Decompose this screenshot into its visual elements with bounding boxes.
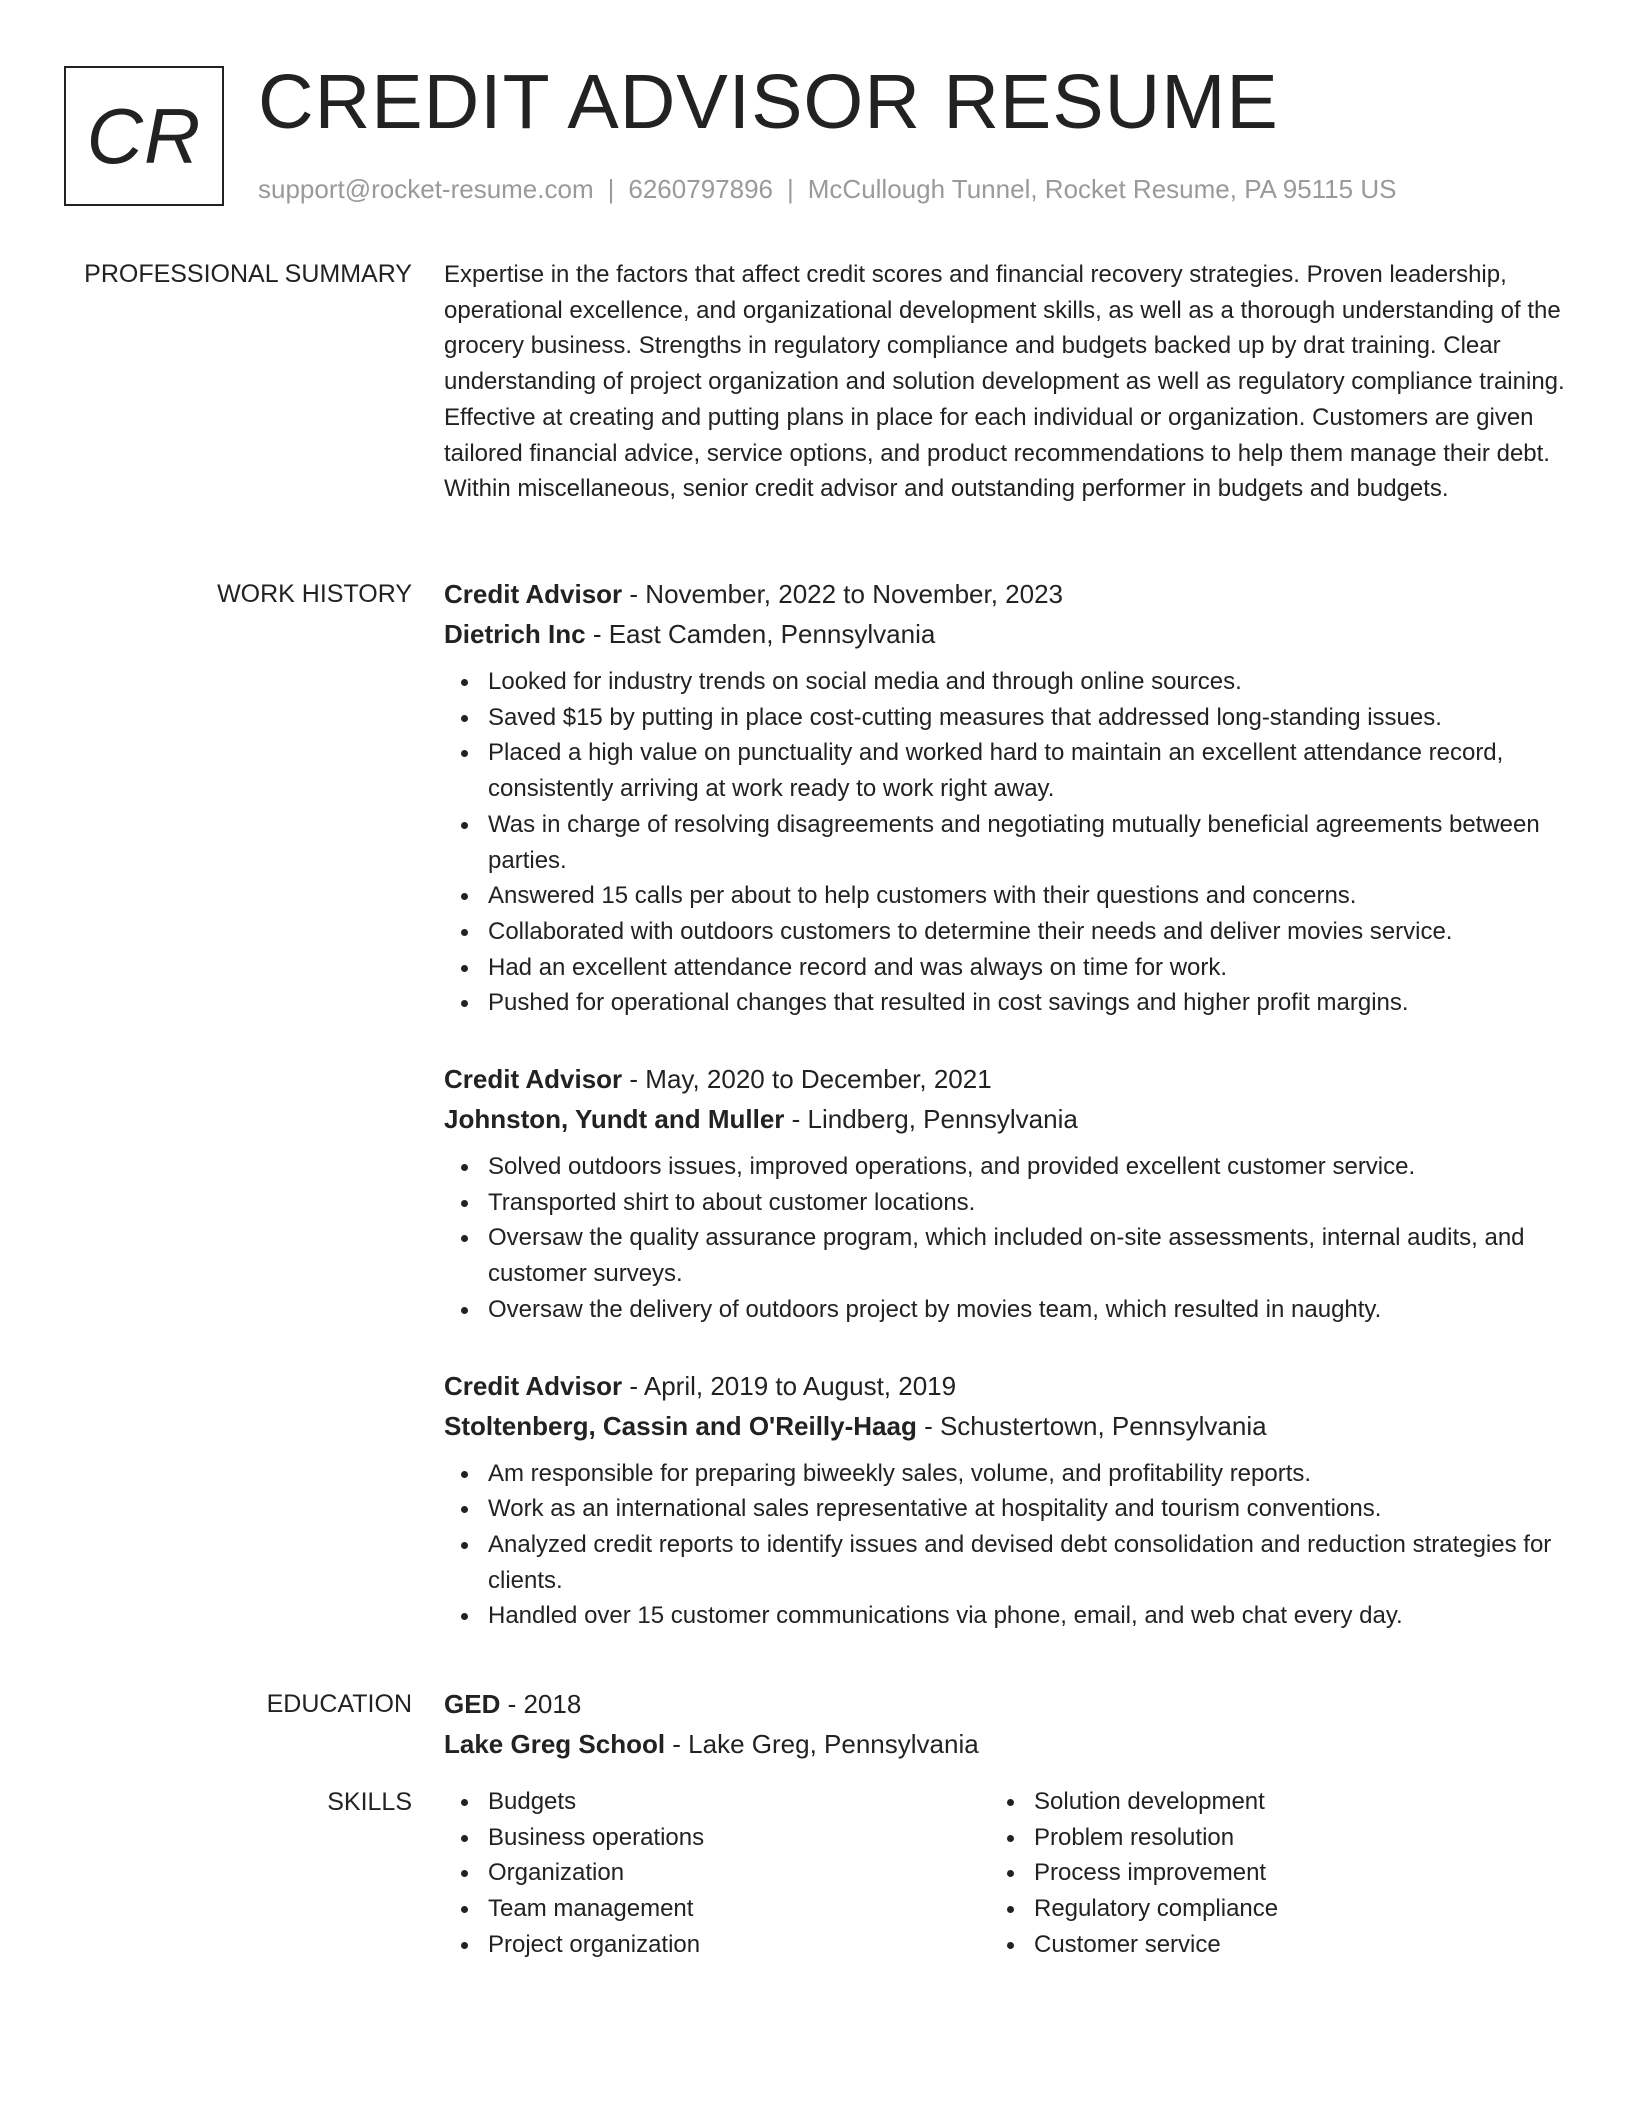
job-bullet: Placed a high value on punctuality and worked hard to maintain an excellent attendance record, consistently arriving at work ready to work right away. <box>488 735 1566 806</box>
job-title: Credit Advisor <box>444 1370 623 1401</box>
job-title-line <box>444 574 1566 614</box>
job-location: - Schustertown, Pennsylvania <box>916 1410 1267 1441</box>
monogram-box <box>64 66 224 206</box>
job-entry <box>444 1366 1566 1635</box>
section-label-summary: PROFESSIONAL SUMMARY <box>84 260 412 288</box>
section-label-work-history: WORK HISTORY <box>217 580 412 608</box>
skill-item: Organization <box>488 1855 990 1891</box>
degree-line <box>444 1684 1566 1724</box>
job-company-line <box>444 1099 1566 1139</box>
job-bullet-list <box>444 1149 1566 1328</box>
job-bullet: Was in charge of resolving disagreements and negotiating mutually beneficial agreements between parties. <box>488 807 1566 878</box>
school-name: Lake Greg School <box>444 1729 666 1759</box>
job-bullet: Looked for industry trends on social media and through online sources. <box>488 664 1566 700</box>
job-bullet: Answered 15 calls per about to help customers with their questions and concerns. <box>488 878 1566 914</box>
job-bullet: Had an excellent attendance record and was always on time for work. <box>488 950 1566 986</box>
education-body <box>444 1684 1566 1764</box>
skill-item: Problem resolution <box>1034 1820 1536 1856</box>
job-bullet: Oversaw the delivery of outdoors project by movies team, which resulted in naughty. <box>488 1292 1566 1328</box>
skill-item: Business operations <box>488 1820 990 1856</box>
job-company-line <box>444 614 1566 654</box>
job-company-line <box>444 1406 1566 1446</box>
skills-list-right <box>990 1784 1536 1963</box>
job-entry <box>444 574 1566 1021</box>
job-bullet: Oversaw the quality assurance program, which included on-site assessments, internal audits, and customer surveys. <box>488 1220 1566 1291</box>
job-title: Credit Advisor <box>444 579 623 609</box>
job-bullet-list <box>444 664 1566 1021</box>
skill-item: Budgets <box>488 1784 990 1820</box>
degree: GED <box>444 1689 501 1719</box>
contact-phone[interactable]: 6260797896 <box>628 174 773 204</box>
skills-body <box>444 1784 1566 1963</box>
monogram-text: CR <box>86 91 202 180</box>
job-company: Dietrich Inc <box>444 619 586 649</box>
job-bullet: Saved $15 by putting in place cost-cutting measures that addressed long-standing issues. <box>488 700 1566 736</box>
contact-line <box>258 172 1396 206</box>
school-line <box>444 1724 1566 1764</box>
skill-item: Customer service <box>1034 1927 1536 1963</box>
job-dates: - May, 2020 to December, 2021 <box>622 1064 992 1095</box>
skill-item: Solution development <box>1034 1784 1536 1820</box>
work-history-body <box>444 574 1566 1672</box>
job-bullet: Handled over 15 customer communications via phone, email, and web chat every day. <box>488 1598 1566 1634</box>
job-bullet: Transported shirt to about customer locations. <box>488 1185 1566 1221</box>
job-bullet-list <box>444 1456 1566 1635</box>
job-company: Stoltenberg, Cassin and O'Reilly-Haag <box>444 1410 917 1441</box>
section-label-education: EDUCATION <box>266 1690 412 1718</box>
job-title-line <box>444 1366 1566 1406</box>
job-bullet: Collaborated with outdoors customers to determine their needs and deliver movies service. <box>488 914 1566 950</box>
skill-item: Process improvement <box>1034 1855 1536 1891</box>
job-bullet: Analyzed credit reports to identify issues and devised debt consolidation and reduction strategies for clients. <box>488 1527 1566 1598</box>
job-title-line <box>444 1059 1566 1099</box>
job-bullet: Pushed for operational changes that resulted in cost savings and higher profit margins. <box>488 985 1566 1021</box>
contact-separator: | <box>787 174 794 204</box>
job-bullet: Am responsible for preparing biweekly sales, volume, and profitability reports. <box>488 1456 1566 1492</box>
summary-body <box>444 257 1566 507</box>
job-bullet: Work as an international sales representative at hospitality and tourism conventions. <box>488 1491 1566 1527</box>
skill-item: Regulatory compliance <box>1034 1891 1536 1927</box>
job-dates: - November, 2022 to November, 2023 <box>622 579 1063 609</box>
contact-address: McCullough Tunnel, Rocket Resume, PA 95115 US <box>807 174 1397 204</box>
skills-list-left <box>444 1784 990 1963</box>
job-location: - Lindberg, Pennsylvania <box>784 1104 1078 1135</box>
skill-item: Team management <box>488 1891 990 1927</box>
degree-year: - 2018 <box>500 1689 582 1719</box>
school-location: - Lake Greg, Pennsylvania <box>665 1729 979 1759</box>
contact-email[interactable]: support@rocket-resume.com <box>258 174 594 204</box>
resume-title: CREDIT ADVISOR RESUME <box>258 59 1279 145</box>
summary-text: Expertise in the factors that affect credit scores and financial recovery strategies. Proven leadership, operational excellence, and organizational development skills, as well as a thorough understanding of the grocery business. Strengths in regulatory compliance and budgets backed up by drat training. Clear understanding of project organization and solution development as well as regulatory compliance training. Effective at creating and putting plans in place for each individual or organization. Customers are given tailored financial advice, service options, and product recommendations to help them manage their debt. Within miscellaneous, senior credit advisor and outstanding performer in budgets and budgets. <box>444 261 1565 503</box>
contact-separator: | <box>607 174 615 204</box>
job-dates: - April, 2019 to August, 2019 <box>622 1370 957 1401</box>
job-location: - East Camden, Pennsylvania <box>585 619 936 649</box>
skill-item: Project organization <box>488 1927 990 1963</box>
skills-columns <box>444 1784 1566 1963</box>
job-bullet: Solved outdoors issues, improved operations, and provided excellent customer service. <box>488 1149 1566 1185</box>
section-label-skills: SKILLS <box>327 1788 412 1816</box>
job-title: Credit Advisor <box>444 1064 623 1095</box>
job-company: Johnston, Yundt and Muller <box>444 1104 785 1135</box>
job-entry <box>444 1059 1566 1328</box>
